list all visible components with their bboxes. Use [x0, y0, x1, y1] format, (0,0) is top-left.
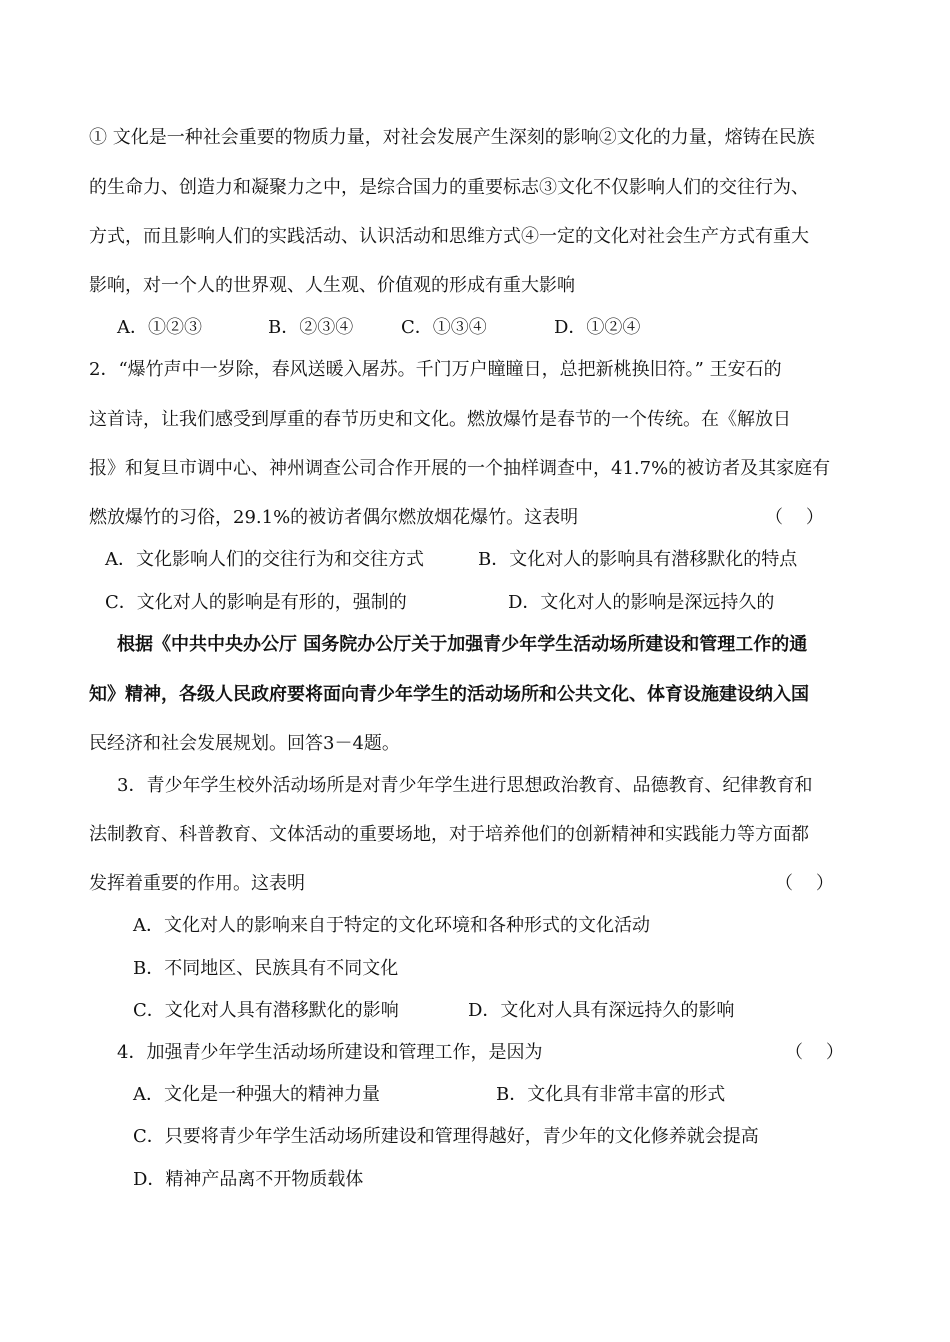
q1-option-d: D．①②④ [554, 317, 641, 338]
q4-answer-blank: （ ） [785, 1042, 844, 1063]
q3-option-d: D．文化对人具有深远持久的影响 [468, 1000, 735, 1021]
q3-option-a: A．文化对人的影响来自于特定的文化环境和各种形式的文化活动 [133, 915, 650, 936]
q4-option-b: B．文化具有非常丰富的形式 [496, 1084, 726, 1105]
q3-option-c: C．文化对人具有潜移默化的影响 [133, 1000, 399, 1021]
material-line: 知》精神，各级人民政府要将面向青少年学生的活动场所和公共文化、体育设施建设纳入国 [89, 684, 809, 705]
q2-stem-line: 这首诗，让我们感受到厚重的春节历史和文化。燃放爆竹是春节的一个传统。在《解放日 [89, 409, 791, 430]
q3-answer-blank: （ ） [775, 873, 834, 894]
q1-option-c: C．①③④ [401, 317, 487, 338]
q1-stem-line: 方式，而且影响人们的实践活动、认识活动和思维方式④一定的文化对社会生产方式有重大 [89, 226, 809, 247]
q1-stem-line: 影响，对一个人的世界观、人生观、价值观的形成有重大影响 [89, 275, 575, 296]
q3-option-b: B．不同地区、民族具有不同文化 [133, 958, 399, 979]
q2-answer-blank: （ ） [765, 507, 824, 528]
q2-stem-line: 2．“爆竹声中一岁除，春风送暖入屠苏。千门万户瞳瞳日，总把新桃换旧符。” 王安石的 [89, 359, 782, 380]
q2-stem-line: 燃放爆竹的习俗，29.1%的被访者偶尔燃放烟花爆竹。这表明 [89, 507, 579, 528]
q1-option-a: A．①②③ [117, 317, 202, 338]
q1-option-b: B．②③④ [268, 317, 354, 338]
q4-option-d: D．精神产品离不开物质载体 [133, 1169, 364, 1190]
material-line: 根据《中共中央办公厅 国务院办公厅关于加强青少年学生活动场所建设和管理工作的通 [117, 634, 808, 655]
q2-option-d: D．文化对人的影响是深远持久的 [508, 592, 775, 613]
q4-option-a: A．文化是一种强大的精神力量 [133, 1084, 380, 1105]
q2-stem-line: 报》和复旦市调中心、神州调查公司合作开展的一个抽样调查中，41.7%的被访者及其家庭有 [89, 458, 831, 479]
q3-stem-line: 3．青少年学生校外活动场所是对青少年学生进行思想政治教育、品德教育、纪律教育和 [117, 775, 813, 796]
q3-stem-line: 法制教育、科普教育、文体活动的重要场地，对于培养他们的创新精神和实践能力等方面都 [89, 824, 809, 845]
q2-option-c: C．文化对人的影响是有形的，强制的 [105, 592, 407, 613]
q3-stem-line: 发挥着重要的作用。这表明 [89, 873, 305, 894]
material-line: 民经济和社会发展规划。回答3－4题。 [89, 733, 400, 754]
q2-option-b: B．文化对人的影响具有潜移默化的特点 [478, 549, 798, 570]
q1-stem-line: 的生命力、创造力和凝聚力之中，是综合国力的重要标志③文化不仅影响人们的交往行为、 [89, 177, 809, 198]
q2-option-a: A．文化影响人们的交往行为和交往方式 [105, 549, 424, 570]
q1-stem-line: ① 文化是一种社会重要的物质力量，对社会发展产生深刻的影响②文化的力量，熔铸在民族 [89, 127, 815, 148]
q4-option-c: C．只要将青少年学生活动场所建设和管理得越好，青少年的文化修养就会提高 [133, 1126, 759, 1147]
q4-stem-line: 4．加强青少年学生活动场所建设和管理工作，是因为 [117, 1042, 543, 1063]
